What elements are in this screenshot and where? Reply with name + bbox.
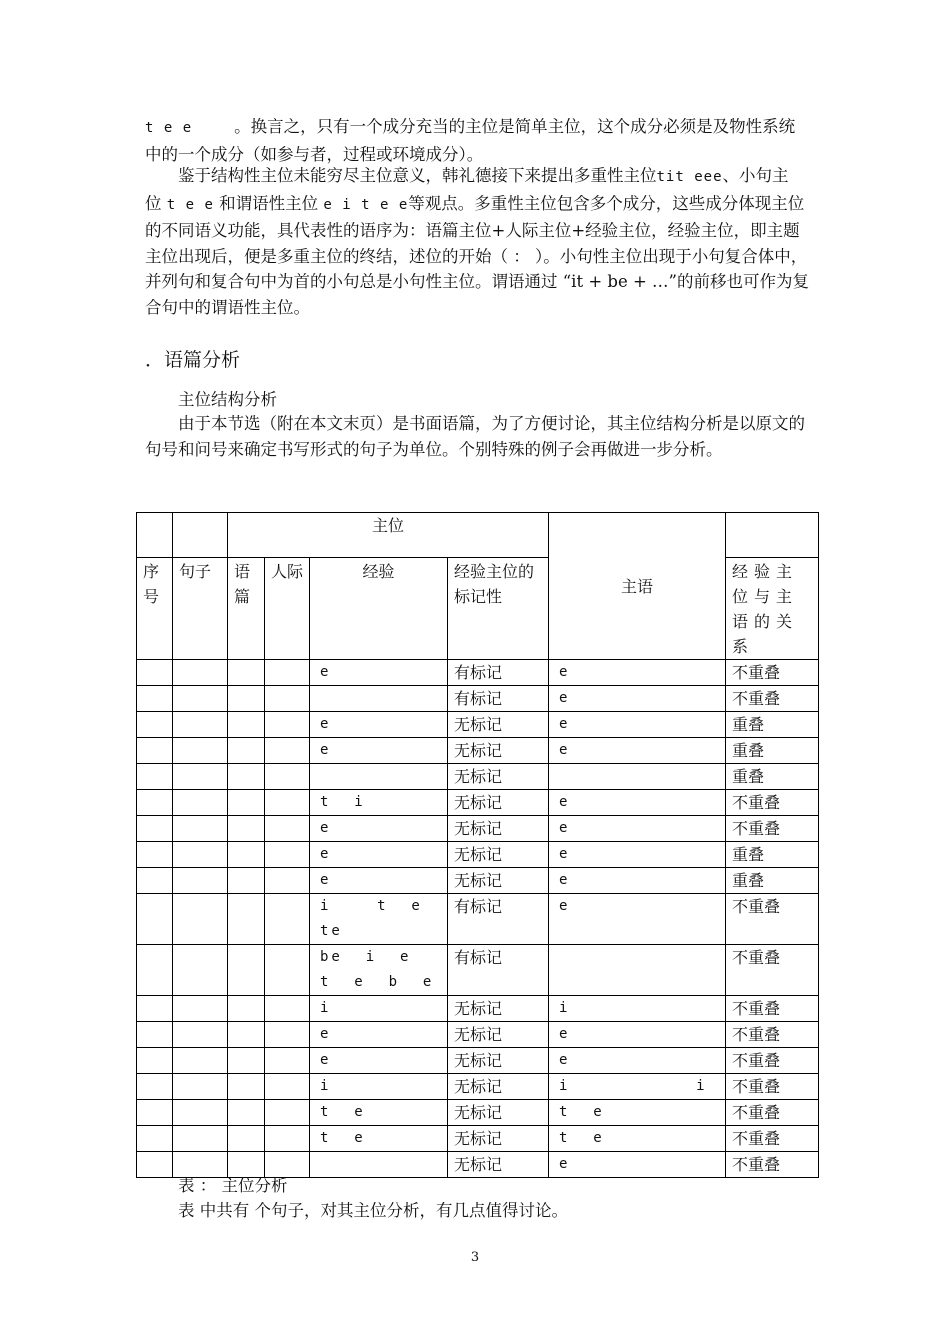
experiential-cell: t e — [310, 1100, 448, 1126]
markedness-cell: 有标记 — [448, 660, 549, 686]
table-row — [137, 816, 819, 842]
table-row — [137, 945, 819, 996]
paragraph-2-text-d: 等观点。多重性主位包含多个成分，这些成分体现主位的不同语义功能，具代表性的语序为：语篇主位+人际主位+经验主位，经验主位，即主题主位出现后，便是多重主位的终结，述位的开始（ ： ）。小句性主位出现于小句复合体中，并列句和复合句中为首的小句总是小句性主位。谓语通过 “it + be + …”的前移也可作为复合句中的谓语性主位。 — [145, 193, 809, 317]
latin-fragment: e i t e e — [323, 196, 409, 213]
table-row — [137, 1048, 819, 1074]
markedness-cell: 无标记 — [448, 1074, 549, 1100]
table-row — [137, 660, 819, 686]
sentence-cell — [173, 712, 228, 738]
textual-cell — [228, 842, 265, 868]
table-row — [137, 996, 819, 1022]
subject-cell: e — [549, 686, 726, 712]
experiential-cell: e — [310, 1022, 448, 1048]
experiential-cell — [310, 764, 448, 790]
markedness-cell: 无标记 — [448, 816, 549, 842]
textual-cell — [228, 790, 265, 816]
textual-cell — [228, 764, 265, 790]
latin-fragment: tit eee — [656, 169, 723, 185]
seq-cell — [137, 1126, 173, 1152]
markedness-cell: 无标记 — [448, 1152, 549, 1178]
header-cell — [173, 513, 228, 558]
interpersonal-cell — [265, 816, 310, 842]
textual-cell — [228, 868, 265, 894]
sentence-cell — [173, 945, 228, 996]
subject-cell: e — [549, 738, 726, 764]
markedness-cell: 有标记 — [448, 945, 549, 996]
interpersonal-cell — [265, 764, 310, 790]
theme-header: 主位 — [228, 513, 549, 558]
relation-cell: 重叠 — [726, 738, 819, 764]
theme-analysis-table — [136, 512, 819, 1178]
markedness-cell: 有标记 — [448, 686, 549, 712]
seq-cell — [137, 945, 173, 996]
sentence-cell — [173, 842, 228, 868]
textual-cell — [228, 1074, 265, 1100]
seq-cell — [137, 738, 173, 764]
seq-cell — [137, 894, 173, 945]
section-body: 由于本节选（附在本文末页）是书面语篇，为了方便讨论，其主位结构分析是以原文的句号和问号来确定书写形式的句子为单位。个别特殊的例子会再做进一步分析。 — [145, 414, 805, 459]
subject-cell: e — [549, 816, 726, 842]
sentence-cell — [173, 996, 228, 1022]
table-row — [137, 764, 819, 790]
table-row — [137, 842, 819, 868]
subject-cell: i i — [549, 1074, 726, 1100]
table-body — [137, 660, 819, 1178]
interpersonal-cell — [265, 996, 310, 1022]
markedness-cell: 无标记 — [448, 1126, 549, 1152]
textual-cell — [228, 712, 265, 738]
interpersonal-cell — [265, 686, 310, 712]
paragraph-2 — [145, 163, 810, 321]
experiential-cell: i — [310, 996, 448, 1022]
table-row — [137, 1126, 819, 1152]
seq-cell — [137, 660, 173, 686]
subject-cell — [549, 945, 726, 996]
subject-cell: e — [549, 790, 726, 816]
experiential-cell — [310, 686, 448, 712]
markedness-cell: 有标记 — [448, 894, 549, 945]
interpersonal-cell — [265, 1100, 310, 1126]
seq-cell — [137, 790, 173, 816]
seq-cell — [137, 816, 173, 842]
relation-cell: 重叠 — [726, 712, 819, 738]
experiential-cell: i — [310, 1074, 448, 1100]
subject-cell: t e — [549, 1126, 726, 1152]
table-row — [137, 894, 819, 945]
textual-cell — [228, 738, 265, 764]
sentence-cell — [173, 738, 228, 764]
seq-cell — [137, 764, 173, 790]
after-table-text: 表 中共有 个句子，对其主位分析，有几点值得讨论。 — [178, 1201, 568, 1220]
interpersonal-cell — [265, 660, 310, 686]
experiential-cell: e — [310, 738, 448, 764]
interpersonal-cell — [265, 1074, 310, 1100]
relation-cell: 重叠 — [726, 764, 819, 790]
textual-cell — [228, 1022, 265, 1048]
seq-cell — [137, 842, 173, 868]
relation-cell: 重叠 — [726, 842, 819, 868]
relation-cell: 不重叠 — [726, 1100, 819, 1126]
sentence-header: 句子 — [173, 558, 228, 660]
relation-cell: 不重叠 — [726, 660, 819, 686]
seq-cell — [137, 1152, 173, 1178]
seq-cell — [137, 1022, 173, 1048]
sentence-cell — [173, 790, 228, 816]
textual-cell — [228, 945, 265, 996]
markedness-cell: 无标记 — [448, 738, 549, 764]
interpersonal-cell — [265, 712, 310, 738]
markedness-header: 经验主位的标记性 — [448, 558, 549, 660]
subject-cell: e — [549, 1048, 726, 1074]
experiential-cell: t i — [310, 790, 448, 816]
relation-cell: 不重叠 — [726, 1048, 819, 1074]
subject-cell: i — [549, 996, 726, 1022]
seq-header: 序号 — [137, 558, 173, 660]
interpersonal-cell — [265, 1126, 310, 1152]
latin-fragment: t e e — [166, 196, 214, 213]
experiential-cell — [310, 1152, 448, 1178]
relation-cell: 重叠 — [726, 868, 819, 894]
experiential-cell: e — [310, 712, 448, 738]
interpersonal-cell — [265, 738, 310, 764]
table-caption: 表 ： 主位分析 — [178, 1176, 288, 1195]
header-cell — [137, 513, 173, 558]
subject-cell: e — [549, 712, 726, 738]
sentence-cell — [173, 868, 228, 894]
seq-cell — [137, 1048, 173, 1074]
textual-cell — [228, 686, 265, 712]
table-row — [137, 686, 819, 712]
table-row — [137, 790, 819, 816]
relation-cell: 不重叠 — [726, 894, 819, 945]
table-row — [137, 1074, 819, 1100]
relation-cell: 不重叠 — [726, 996, 819, 1022]
experiential-header: 经验 — [310, 558, 448, 660]
relation-cell: 不重叠 — [726, 686, 819, 712]
experiential-cell: e — [310, 660, 448, 686]
experiential-cell: t e — [310, 1126, 448, 1152]
textual-cell — [228, 816, 265, 842]
subject-cell: t e — [549, 1100, 726, 1126]
table-row — [137, 712, 819, 738]
relation-cell: 不重叠 — [726, 1152, 819, 1178]
paragraph-2-text-a: 鉴于结构性主位未能穷尽主位意义，韩礼德接下来提出多重性主位 — [178, 166, 657, 185]
sentence-cell — [173, 1074, 228, 1100]
experiential-cell: e — [310, 842, 448, 868]
subject-cell: e — [549, 868, 726, 894]
subject-cell: e — [549, 1022, 726, 1048]
subheading: 主位结构分析 — [178, 390, 277, 409]
markedness-cell: 无标记 — [448, 1048, 549, 1074]
interpersonal-cell — [265, 790, 310, 816]
interpersonal-cell — [265, 1022, 310, 1048]
relation-cell: 不重叠 — [726, 816, 819, 842]
sentence-cell — [173, 816, 228, 842]
markedness-cell: 无标记 — [448, 712, 549, 738]
table-row — [137, 868, 819, 894]
textual-cell — [228, 996, 265, 1022]
experiential-cell: be i e t e b e — [310, 945, 448, 996]
relation-cell: 不重叠 — [726, 1022, 819, 1048]
experiential-cell: i t e te — [310, 894, 448, 945]
textual-cell — [228, 1048, 265, 1074]
subject-cell — [549, 764, 726, 790]
seq-cell — [137, 686, 173, 712]
textual-cell — [228, 1100, 265, 1126]
markedness-cell: 无标记 — [448, 1100, 549, 1126]
seq-cell — [137, 996, 173, 1022]
markedness-cell: 无标记 — [448, 842, 549, 868]
markedness-cell: 无标记 — [448, 868, 549, 894]
sentence-cell — [173, 660, 228, 686]
subject-cell: e — [549, 894, 726, 945]
subject-header: 主语 — [549, 513, 726, 660]
paragraph-1-text: 。换言之，只有一个成分充当的主位是简单主位，这个成分必须是及物性系统中的一个成分（如参与者，过程或环境成分）。 — [145, 117, 796, 164]
interpersonal-cell — [265, 894, 310, 945]
textual-header: 语篇 — [228, 558, 265, 660]
markedness-cell: 无标记 — [448, 1022, 549, 1048]
sentence-cell — [173, 1022, 228, 1048]
interpersonal-cell — [265, 1048, 310, 1074]
paragraph-2-text-b: 、小句主位 — [145, 166, 789, 213]
interpersonal-cell — [265, 945, 310, 996]
table-row — [137, 1022, 819, 1048]
seq-cell — [137, 1074, 173, 1100]
markedness-cell: 无标记 — [448, 764, 549, 790]
experiential-cell: e — [310, 868, 448, 894]
subject-cell: e — [549, 842, 726, 868]
interpersonal-cell — [265, 842, 310, 868]
interpersonal-cell — [265, 868, 310, 894]
textual-cell — [228, 660, 265, 686]
table-row — [137, 738, 819, 764]
markedness-cell: 无标记 — [448, 996, 549, 1022]
seq-cell — [137, 1100, 173, 1126]
relation-cell: 不重叠 — [726, 1126, 819, 1152]
paragraph-1 — [145, 114, 810, 167]
table-row — [137, 1100, 819, 1126]
subject-cell: e — [549, 660, 726, 686]
sentence-cell — [173, 686, 228, 712]
paragraph-2-text-c: 和谓语性主位 — [219, 193, 319, 213]
textual-cell — [228, 1126, 265, 1152]
relation-cell: 不重叠 — [726, 945, 819, 996]
page-number: 3 — [470, 1250, 480, 1265]
seq-cell — [137, 712, 173, 738]
latin-fragment: t e e — [145, 120, 193, 136]
sentence-cell — [173, 1048, 228, 1074]
textual-cell — [228, 894, 265, 945]
table-header-row-1 — [137, 513, 819, 558]
sentence-cell — [173, 894, 228, 945]
relation-cell: 不重叠 — [726, 790, 819, 816]
sentence-cell — [173, 1126, 228, 1152]
relation-header: 经验主位与主语的关系 — [726, 558, 819, 660]
header-cell — [726, 513, 819, 558]
interpersonal-header: 人际 — [265, 558, 310, 660]
experiential-cell: e — [310, 816, 448, 842]
seq-cell — [137, 868, 173, 894]
relation-cell: 不重叠 — [726, 1074, 819, 1100]
sentence-cell — [173, 764, 228, 790]
sentence-cell — [173, 1100, 228, 1126]
markedness-cell: 无标记 — [448, 790, 549, 816]
subject-cell: e — [549, 1152, 726, 1178]
section-heading: ．语篇分析 — [145, 349, 241, 371]
experiential-cell: e — [310, 1048, 448, 1074]
